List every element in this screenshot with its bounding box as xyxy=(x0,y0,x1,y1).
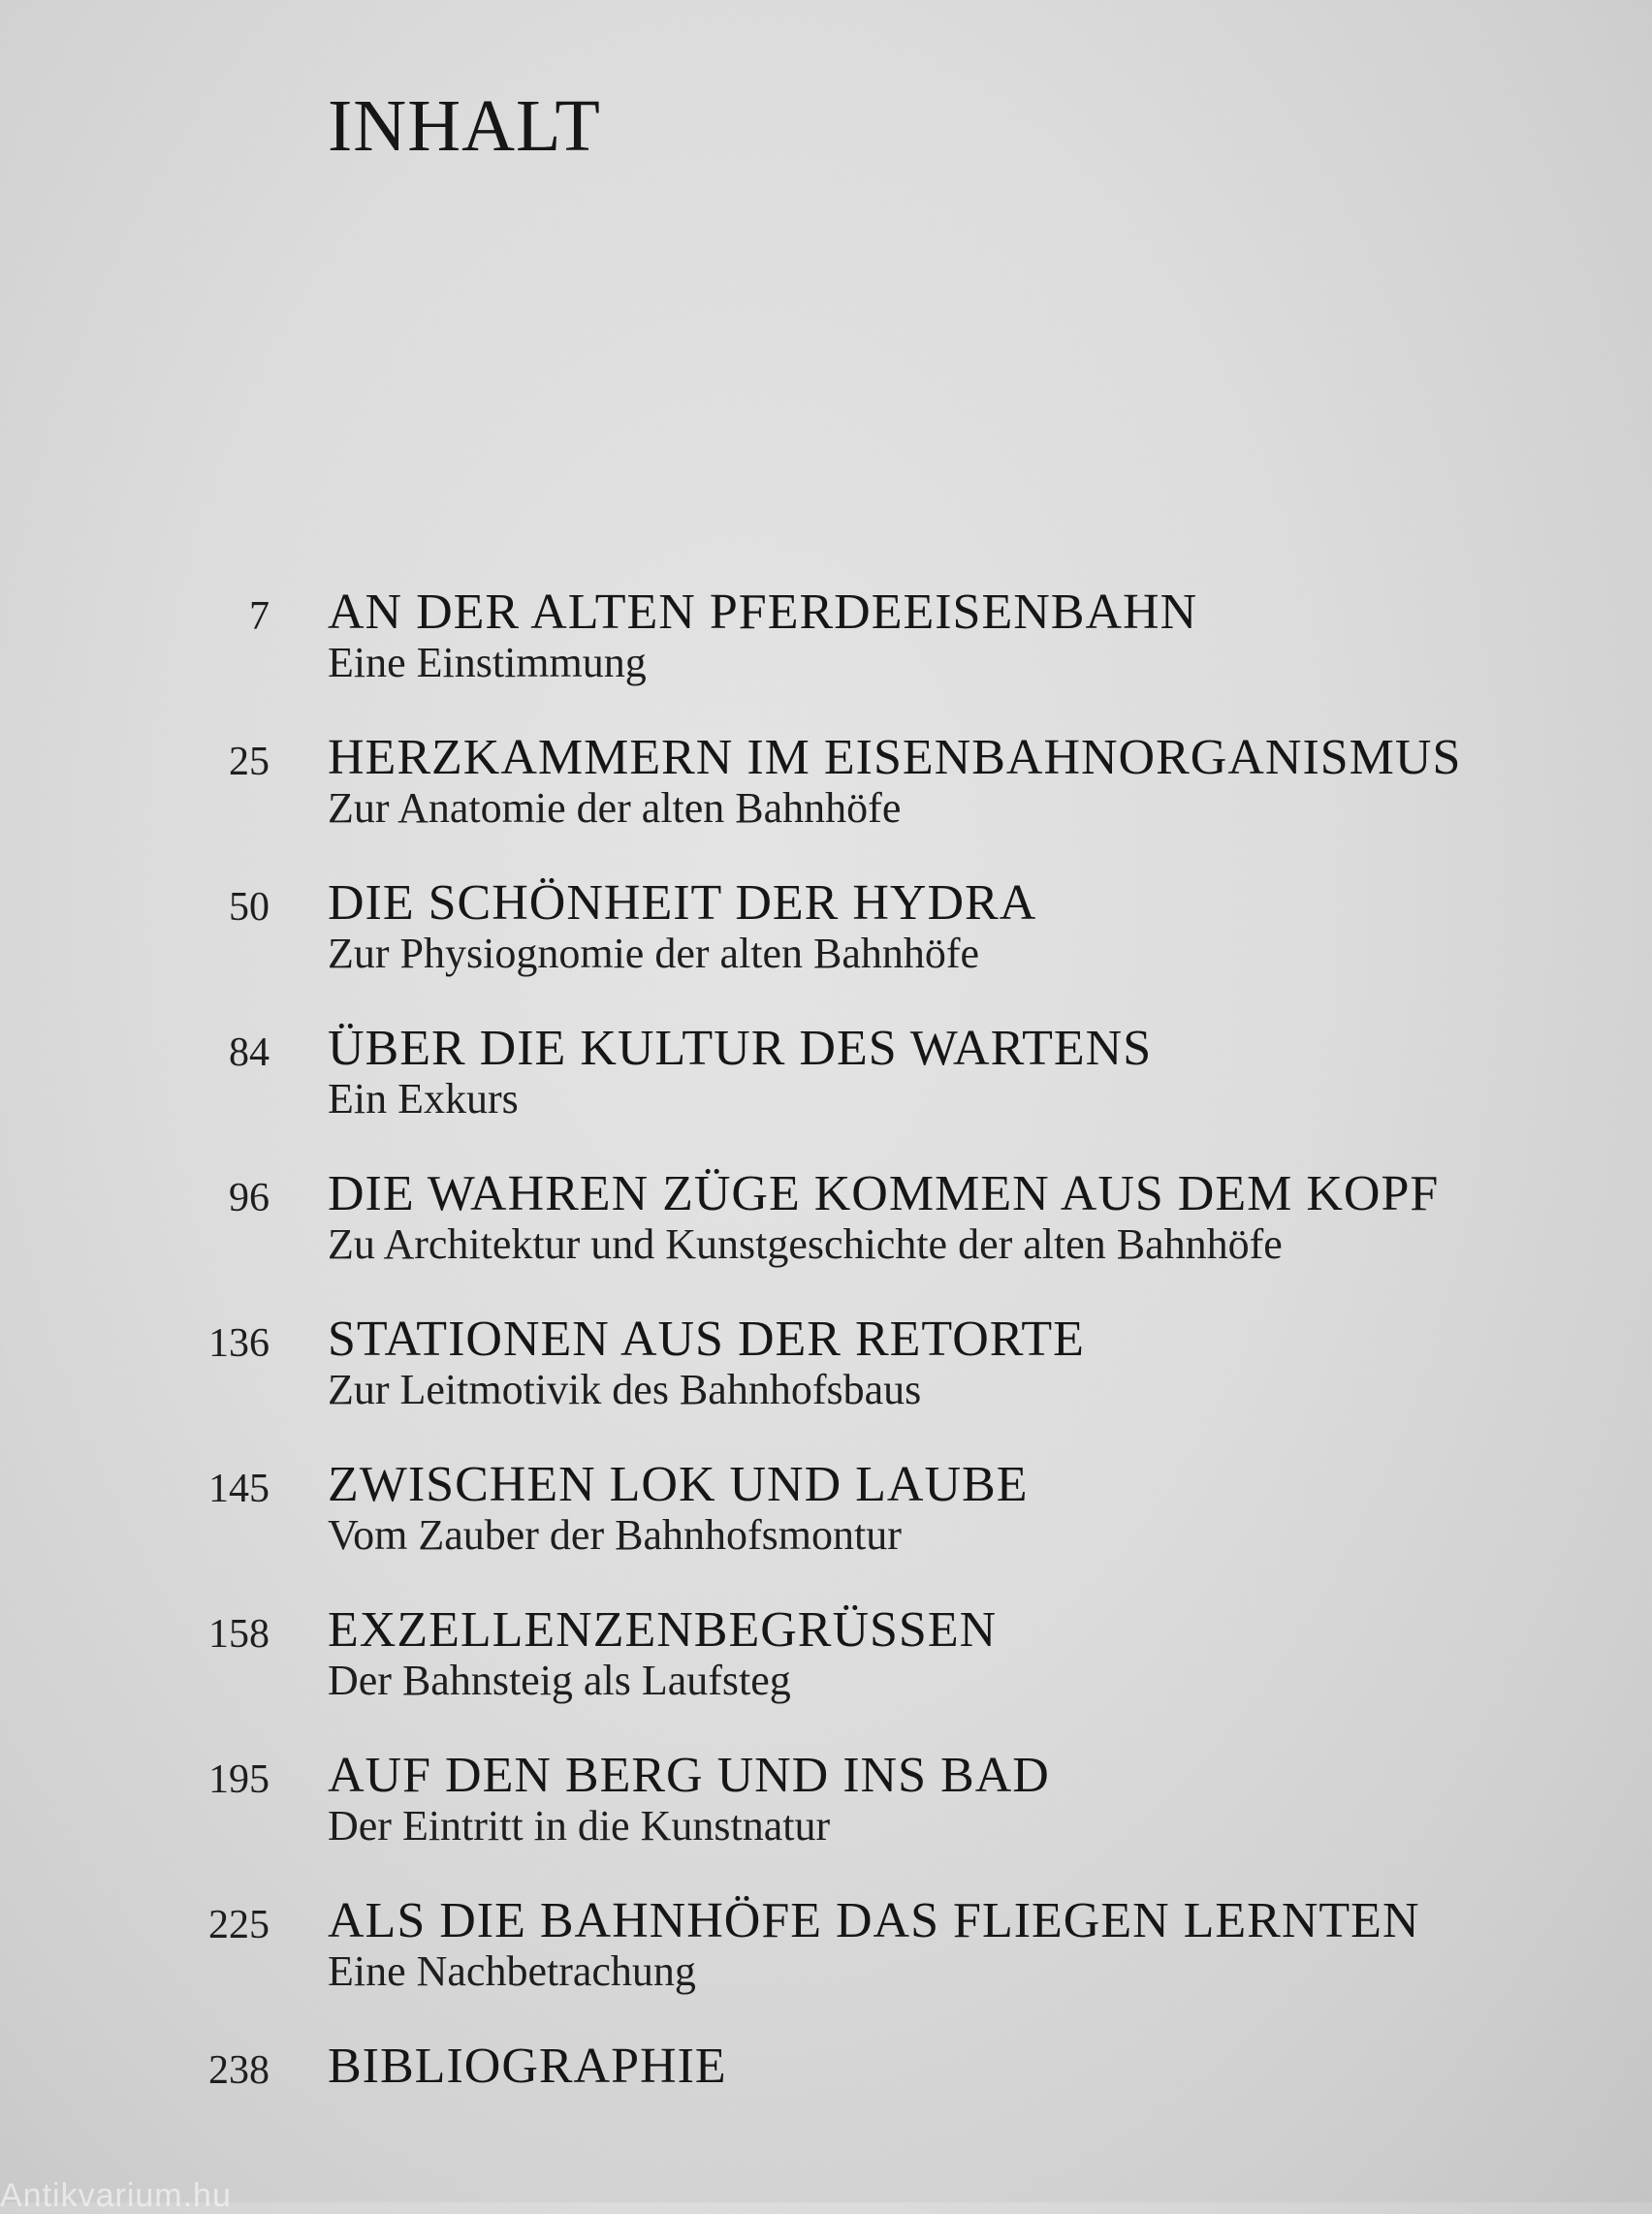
toc-entry xyxy=(0,1309,1652,1444)
toc-page-number: 136 xyxy=(208,1321,270,1366)
toc-subtitle: Der Bahnsteig als Laufsteg xyxy=(328,1657,791,1704)
toc-heading: ALS DIE BAHNHÖFE DAS FLIEGEN LERNTEN xyxy=(328,1893,1420,1948)
watermark: Antikvarium.hu xyxy=(0,2177,232,2214)
toc-page-number: 84 xyxy=(229,1030,270,1075)
toc-page-number: 145 xyxy=(208,1467,270,1511)
toc-heading: AN DER ALTEN PFERDEEISENBAHN xyxy=(328,585,1198,640)
toc-entry xyxy=(0,727,1652,863)
toc-subtitle: Zur Physiognomie der alten Bahnhöfe xyxy=(328,930,980,977)
toc-entry xyxy=(0,1454,1652,1590)
toc-page-number: 96 xyxy=(229,1176,270,1220)
toc-entry xyxy=(0,1163,1652,1299)
toc-heading: DIE SCHÖNHEIT DER HYDRA xyxy=(328,875,1037,931)
toc-subtitle: Der Eintritt in die Kunstnatur xyxy=(328,1802,831,1850)
toc-heading: EXZELLENZENBEGRÜSSEN xyxy=(328,1602,998,1658)
toc-heading: AUF DEN BERG UND INS BAD xyxy=(328,1748,1050,1803)
toc-page-number: 25 xyxy=(229,740,270,784)
toc-heading: DIE WAHREN ZÜGE KOMMEN AUS DEM KOPF xyxy=(328,1166,1440,1221)
toc-entry xyxy=(0,1018,1652,1154)
toc-heading: STATIONEN AUS DER RETORTE xyxy=(328,1312,1085,1367)
toc-subtitle: Ein Exkurs xyxy=(328,1075,519,1123)
toc-entry xyxy=(0,872,1652,1008)
toc-subtitle: Zu Architektur und Kunstgeschichte der alten Bahnhöfe xyxy=(328,1220,1283,1268)
toc-heading: ÜBER DIE KULTUR DES WARTENS xyxy=(328,1021,1153,1076)
toc-subtitle: Eine Nachbetrachung xyxy=(328,1947,696,1995)
toc-heading: BIBLIOGRAPHIE xyxy=(328,2039,727,2094)
toc-subtitle: Vom Zauber der Bahnhofsmontur xyxy=(328,1511,902,1559)
toc-page-number: 50 xyxy=(229,885,270,930)
toc-page-number: 158 xyxy=(208,1612,270,1657)
toc-heading: HERZKAMMERN IM EISENBAHNORGANISMUS xyxy=(328,730,1462,785)
toc-entry xyxy=(0,1890,1652,2026)
toc-heading: ZWISCHEN LOK UND LAUBE xyxy=(328,1457,1029,1512)
toc-page-number: 195 xyxy=(208,1757,270,1802)
toc-subtitle: Eine Einstimmung xyxy=(328,639,647,686)
page-title: INHALT xyxy=(328,85,601,167)
toc-page-number: 238 xyxy=(208,2048,270,2093)
toc-entry xyxy=(0,2036,1652,2171)
toc-entry xyxy=(0,582,1652,717)
toc-entry xyxy=(0,1599,1652,1735)
toc-page-number: 7 xyxy=(249,594,270,639)
toc-entry xyxy=(0,1745,1652,1881)
toc-page-number: 225 xyxy=(208,1903,270,1947)
toc-subtitle: Zur Anatomie der alten Bahnhöfe xyxy=(328,784,902,832)
toc-subtitle: Zur Leitmotivik des Bahnhofsbaus xyxy=(328,1366,922,1413)
